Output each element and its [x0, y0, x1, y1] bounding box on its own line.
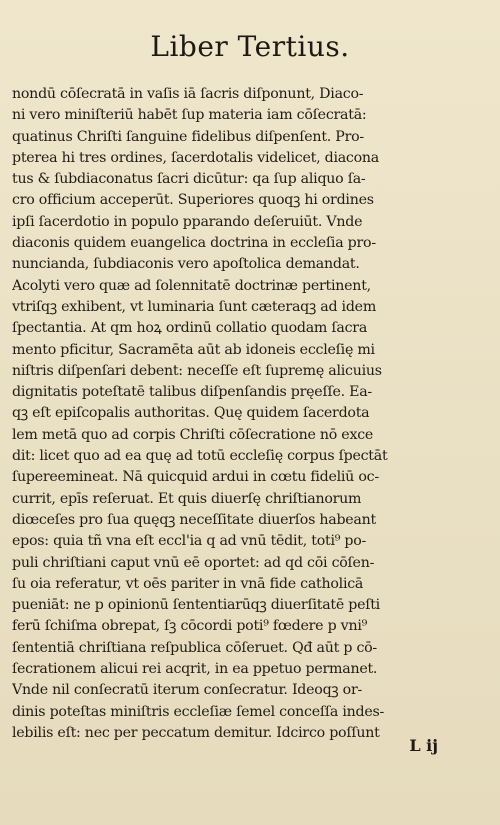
- text-line: epos: quia tñ vna eſt eccl'ia q ad vnū tēdit, toti⁹ po-: [12, 533, 367, 550]
- page-title: Liber Tertius.: [150, 30, 350, 63]
- text-line: dit: licet quo ad ea quę ad totū eccleſię corpus ſpectāt: [12, 448, 388, 465]
- text-line: mento pficitur, Sacramēta aūt ab idoneis eccleſię mi: [12, 341, 375, 358]
- text-line: ni vero miniſteriū habēt ſup materia iam cōſecratā:: [12, 107, 367, 124]
- text-line: Acolyti vero quæ ad ſolennitatē doctrinæ pertinent,: [12, 277, 371, 294]
- text-line: ſecrationem alicui rei acqrit, in ea ppetuo permanet.: [12, 661, 378, 678]
- text-line: quatinus Chriſti ſanguine fidelibus diſpenſent. Pro-: [12, 128, 364, 145]
- text-line: pueniāt: ne p opinionū ſententiarūqꝫ diuerſitatē peſti: [12, 597, 380, 614]
- signature-mark: L ij: [409, 736, 438, 755]
- text-line: dignitatis poteſtatē talibus diſpenſandis pręeſſe. Ea-: [12, 384, 372, 401]
- body-text: [12, 84, 478, 744]
- text-line: pterea hi tres ordines, ſacerdotalis videlicet, diacona: [12, 149, 380, 166]
- text-line: ferū ſchiſma obrepat, ſꝫ cōcordi poti⁹ fœdere p vni⁹: [12, 618, 368, 635]
- text-line: niſtris diſpenſari debent: neceſſe eſt ſupremę alicuius: [12, 362, 382, 379]
- text-line: Vnde nil conſecratū iterum conſecratur. Ideoqꝫ or-: [12, 682, 363, 699]
- text-line: nuncianda, ſubdiaconis vero apoſtolica demandat.: [12, 256, 360, 273]
- text-line: lem metā quo ad corpis Chriſti cōſecratione nō exce: [12, 426, 374, 443]
- text-line: ſu oia referatur, vt oēs pariter in vnā fide catholicā: [12, 575, 364, 592]
- text-line: nondū cōſecratā in vaſis iā ſacris diſponunt, Diaco-: [12, 86, 364, 102]
- text-line: ipſi ſacerdotio in populo pparando deſeruiūt. Vnde: [12, 213, 363, 230]
- text-line: qꝫ eſt epiſcopalis authoritas. Quę quidem ſacerdota: [12, 405, 370, 422]
- text-line: diaconis quidem euangelica doctrina in eccleſia pro-: [12, 235, 376, 252]
- text-line: lebilis eſt: nec per peccatum demitur. Idcirco poſſunt: [12, 724, 380, 741]
- text-line: currit, epīs reſeruat. Et quis diuerſę chriſtianorum: [12, 490, 362, 507]
- text-line: cro officium acceperūt. Superiores quoqꝫ hi ordines: [12, 192, 374, 209]
- text-line: ſententiā chriſtiana reſpublica cōſeruet. Qđ aūt p cō-: [12, 639, 377, 656]
- text-line: tus & ſubdiaconatus ſacri dicūtur: qa ſup aliquo ſa-: [12, 171, 366, 188]
- text-line: dinis poteſtas miniſtris eccleſiæ ſemel conceſſa indes-: [12, 703, 385, 720]
- text-line: vtriſqꝫ exhibent, vt luminaria ſunt cæteraqꝫ ad idem: [12, 298, 377, 315]
- text-line: puli chriſtiani caput vnū eē oportet: ad qd cōi cōſen-: [12, 554, 375, 571]
- text-line: ſupereemineat. Nā quicquid ardui in cœtu fideliū oc-: [12, 469, 379, 486]
- text-line: diœceſes pro ſua quęqꝫ neceſſitate diuerſos habeant: [12, 511, 376, 528]
- text-line: ſpectantia. At qm hoꝝ ordinū collatio quodam ſacra: [12, 320, 368, 337]
